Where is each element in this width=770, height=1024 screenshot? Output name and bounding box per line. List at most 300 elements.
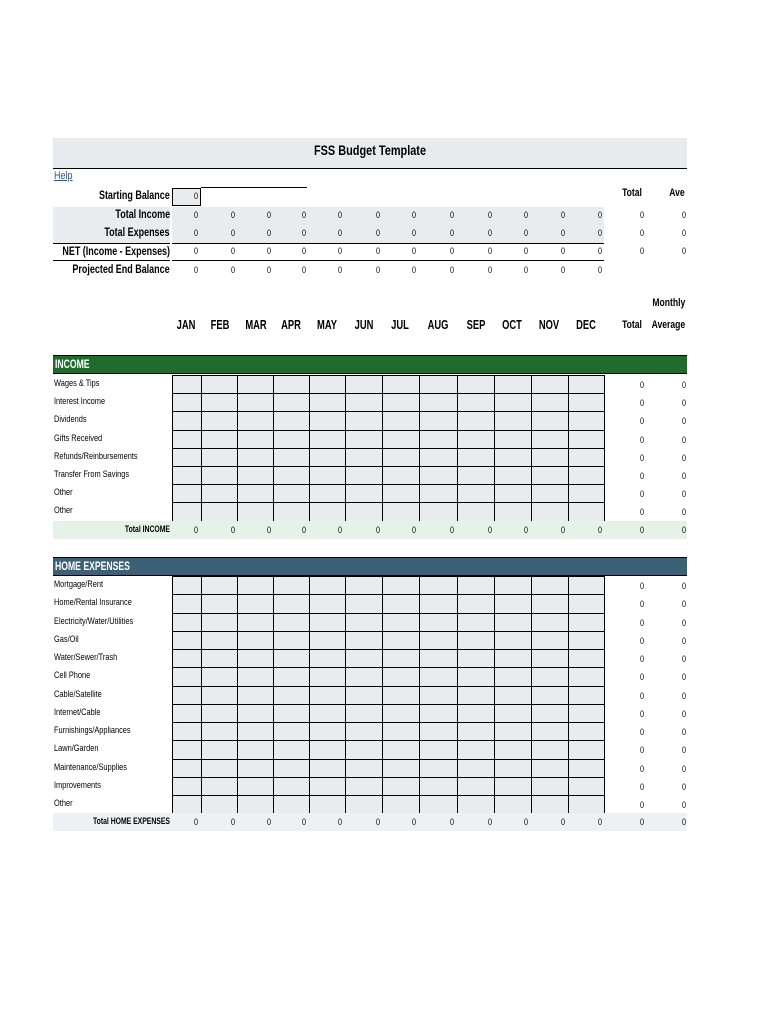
month-input-cell[interactable] bbox=[494, 613, 532, 632]
section-total-month-value: 0 bbox=[449, 817, 454, 828]
month-input-cell[interactable] bbox=[273, 430, 310, 449]
month-input-cell[interactable] bbox=[273, 722, 310, 741]
month-input-cell[interactable] bbox=[568, 613, 605, 632]
month-input-cell[interactable] bbox=[273, 594, 310, 613]
month-input-cell[interactable] bbox=[237, 649, 274, 668]
month-input-cell[interactable] bbox=[309, 393, 346, 412]
net-row-border-top bbox=[172, 243, 604, 244]
month-input-cell[interactable] bbox=[494, 722, 532, 741]
month-input-cell[interactable] bbox=[345, 740, 383, 759]
month-input-cell[interactable] bbox=[237, 576, 274, 595]
month-input-cell[interactable] bbox=[419, 448, 458, 467]
month-input-cell[interactable] bbox=[457, 740, 495, 759]
summary-month-value: 0 bbox=[487, 210, 492, 220]
month-input-cell[interactable] bbox=[345, 667, 383, 686]
month-input-cell[interactable] bbox=[273, 448, 310, 467]
month-input-cell[interactable] bbox=[457, 777, 495, 796]
row-total-value: 0 bbox=[639, 745, 644, 756]
month-input-cell[interactable] bbox=[273, 649, 310, 668]
month-input-cell[interactable] bbox=[382, 466, 420, 485]
month-input-cell[interactable] bbox=[345, 484, 383, 503]
month-input-cell[interactable] bbox=[172, 448, 202, 467]
month-input-cell[interactable] bbox=[419, 375, 458, 394]
month-input-cell[interactable] bbox=[172, 613, 202, 632]
month-input-cell[interactable] bbox=[457, 722, 495, 741]
month-input-cell[interactable] bbox=[201, 722, 238, 741]
month-input-cell[interactable] bbox=[345, 448, 383, 467]
month-input-cell[interactable] bbox=[494, 777, 532, 796]
month-input-cell[interactable] bbox=[201, 430, 238, 449]
month-input-cell[interactable] bbox=[172, 686, 202, 705]
month-input-cell[interactable] bbox=[382, 594, 420, 613]
month-input-cell[interactable] bbox=[531, 411, 569, 430]
month-input-cell[interactable] bbox=[382, 448, 420, 467]
month-input-cell[interactable] bbox=[494, 667, 532, 686]
summary-month-value: 0 bbox=[411, 265, 416, 275]
month-input-cell[interactable] bbox=[237, 430, 274, 449]
section-total-month-value: 0 bbox=[301, 524, 306, 535]
section-total-month-value: 0 bbox=[301, 817, 306, 828]
month-input-cell[interactable] bbox=[237, 777, 274, 796]
month-input-cell[interactable] bbox=[237, 631, 274, 650]
month-input-cell[interactable] bbox=[201, 594, 238, 613]
month-input-cell[interactable] bbox=[568, 594, 605, 613]
month-input-cell[interactable] bbox=[457, 448, 495, 467]
month-input-cell[interactable] bbox=[172, 411, 202, 430]
month-input-cell[interactable] bbox=[237, 375, 274, 394]
month-input-cell[interactable] bbox=[568, 576, 605, 595]
month-input-cell[interactable] bbox=[172, 502, 202, 521]
month-input-cell[interactable] bbox=[494, 759, 532, 778]
month-input-cell[interactable] bbox=[382, 613, 420, 632]
row-average-value: 0 bbox=[681, 380, 686, 390]
month-input-cell[interactable] bbox=[457, 393, 495, 412]
month-input-cell[interactable] bbox=[237, 411, 274, 430]
month-input-cell[interactable] bbox=[309, 740, 346, 759]
month-input-cell[interactable] bbox=[172, 667, 202, 686]
month-input-cell[interactable] bbox=[237, 466, 274, 485]
month-input-cell[interactable] bbox=[494, 740, 532, 759]
month-input-cell[interactable] bbox=[309, 795, 346, 814]
monthly-average-header-line2: Average bbox=[651, 319, 686, 331]
month-input-cell[interactable] bbox=[309, 576, 346, 595]
starting-balance-value: 0 bbox=[193, 191, 198, 201]
month-input-cell[interactable] bbox=[201, 613, 238, 632]
month-input-cell[interactable] bbox=[345, 631, 383, 650]
summary-month-value: 0 bbox=[449, 210, 454, 220]
month-input-cell[interactable] bbox=[457, 667, 495, 686]
month-input-cell[interactable] bbox=[237, 722, 274, 741]
month-input-cell[interactable] bbox=[237, 795, 274, 814]
section-total-month-value: 0 bbox=[411, 524, 416, 535]
month-input-cell[interactable] bbox=[494, 375, 532, 394]
month-input-cell[interactable] bbox=[568, 411, 605, 430]
month-input-cell[interactable] bbox=[419, 649, 458, 668]
month-input-cell[interactable] bbox=[382, 649, 420, 668]
month-input-cell[interactable] bbox=[531, 502, 569, 521]
month-input-cell[interactable] bbox=[382, 777, 420, 796]
month-input-cell[interactable] bbox=[201, 649, 238, 668]
month-input-cell[interactable] bbox=[419, 393, 458, 412]
month-input-cell[interactable] bbox=[172, 484, 202, 503]
month-input-cell[interactable] bbox=[494, 411, 532, 430]
month-input-cell[interactable] bbox=[419, 466, 458, 485]
month-input-cell[interactable] bbox=[172, 393, 202, 412]
month-input-cell[interactable] bbox=[345, 795, 383, 814]
month-input-cell[interactable] bbox=[419, 777, 458, 796]
month-input-cell[interactable] bbox=[345, 502, 383, 521]
month-input-cell[interactable] bbox=[345, 759, 383, 778]
month-input-cell[interactable] bbox=[309, 430, 346, 449]
month-input-cell[interactable] bbox=[568, 466, 605, 485]
month-input-cell[interactable] bbox=[237, 667, 274, 686]
month-input-cell[interactable] bbox=[172, 631, 202, 650]
month-input-cell[interactable] bbox=[201, 448, 238, 467]
month-input-cell[interactable] bbox=[345, 466, 383, 485]
month-input-cell[interactable] bbox=[531, 594, 569, 613]
month-input-cell[interactable] bbox=[201, 631, 238, 650]
summary-month-value: 0 bbox=[266, 265, 271, 275]
month-input-cell[interactable] bbox=[237, 594, 274, 613]
month-input-cell[interactable] bbox=[273, 411, 310, 430]
summary-ave-value: 0 bbox=[681, 228, 686, 238]
month-input-cell[interactable] bbox=[309, 667, 346, 686]
month-input-cell[interactable] bbox=[382, 430, 420, 449]
month-input-cell[interactable] bbox=[201, 667, 238, 686]
month-input-cell[interactable] bbox=[309, 759, 346, 778]
month-input-cell[interactable] bbox=[382, 795, 420, 814]
summary-ave-header: Ave bbox=[669, 187, 685, 199]
month-input-cell[interactable] bbox=[237, 613, 274, 632]
month-input-cell[interactable] bbox=[457, 631, 495, 650]
month-input-cell[interactable] bbox=[201, 740, 238, 759]
month-input-cell[interactable] bbox=[457, 649, 495, 668]
help-link[interactable]: Help bbox=[54, 170, 73, 182]
month-input-cell[interactable] bbox=[457, 704, 495, 723]
month-input-cell[interactable] bbox=[273, 613, 310, 632]
month-input-cell[interactable] bbox=[419, 795, 458, 814]
month-input-cell[interactable] bbox=[568, 777, 605, 796]
month-input-cell[interactable] bbox=[172, 740, 202, 759]
month-input-cell[interactable] bbox=[172, 375, 202, 394]
month-input-cell[interactable] bbox=[531, 613, 569, 632]
month-header-jan: JAN bbox=[176, 317, 196, 332]
month-input-cell[interactable] bbox=[172, 649, 202, 668]
month-input-cell[interactable] bbox=[273, 576, 310, 595]
month-input-cell[interactable] bbox=[201, 466, 238, 485]
month-input-cell[interactable] bbox=[237, 484, 274, 503]
month-input-cell[interactable] bbox=[172, 722, 202, 741]
month-input-cell[interactable] bbox=[172, 795, 202, 814]
month-input-cell[interactable] bbox=[273, 704, 310, 723]
month-input-cell[interactable] bbox=[382, 740, 420, 759]
month-input-cell[interactable] bbox=[382, 576, 420, 595]
month-input-cell[interactable] bbox=[494, 502, 532, 521]
month-input-cell[interactable] bbox=[382, 375, 420, 394]
row-label: Water/Sewer/Trash bbox=[54, 652, 118, 663]
month-input-cell[interactable] bbox=[457, 759, 495, 778]
month-input-cell[interactable] bbox=[273, 484, 310, 503]
month-input-cell[interactable] bbox=[531, 704, 569, 723]
month-input-cell[interactable] bbox=[568, 722, 605, 741]
summary-month-value: 0 bbox=[449, 265, 454, 275]
month-input-cell[interactable] bbox=[494, 576, 532, 595]
month-input-cell[interactable] bbox=[237, 704, 274, 723]
month-input-cell[interactable] bbox=[382, 484, 420, 503]
month-input-cell[interactable] bbox=[309, 777, 346, 796]
month-input-cell[interactable] bbox=[309, 484, 346, 503]
month-input-cell[interactable] bbox=[201, 576, 238, 595]
section-total-month-value: 0 bbox=[523, 524, 528, 535]
summary-month-value: 0 bbox=[375, 210, 380, 220]
month-input-cell[interactable] bbox=[309, 375, 346, 394]
row-average-value: 0 bbox=[681, 617, 686, 628]
row-total-value: 0 bbox=[639, 654, 644, 664]
month-input-cell[interactable] bbox=[531, 466, 569, 485]
month-input-cell[interactable] bbox=[419, 502, 458, 521]
month-input-cell[interactable] bbox=[419, 631, 458, 650]
month-input-cell[interactable] bbox=[382, 722, 420, 741]
row-average-value: 0 bbox=[681, 507, 686, 518]
month-input-cell[interactable] bbox=[457, 795, 495, 814]
month-input-cell[interactable] bbox=[419, 722, 458, 741]
month-input-cell[interactable] bbox=[531, 686, 569, 705]
month-input-cell[interactable] bbox=[531, 448, 569, 467]
month-input-cell[interactable] bbox=[345, 393, 383, 412]
month-input-cell[interactable] bbox=[457, 411, 495, 430]
month-input-cell[interactable] bbox=[419, 576, 458, 595]
month-input-cell[interactable] bbox=[273, 393, 310, 412]
month-input-cell[interactable] bbox=[457, 686, 495, 705]
month-input-cell[interactable] bbox=[531, 393, 569, 412]
month-input-cell[interactable] bbox=[531, 667, 569, 686]
month-input-cell[interactable] bbox=[237, 759, 274, 778]
month-input-cell[interactable] bbox=[309, 411, 346, 430]
month-input-cell[interactable] bbox=[457, 576, 495, 595]
month-input-cell[interactable] bbox=[345, 375, 383, 394]
month-input-cell[interactable] bbox=[273, 759, 310, 778]
month-header-jul: JUL bbox=[391, 317, 409, 332]
month-input-cell[interactable] bbox=[345, 704, 383, 723]
month-input-cell[interactable] bbox=[273, 466, 310, 485]
row-average-value: 0 bbox=[681, 452, 686, 463]
month-input-cell[interactable] bbox=[419, 740, 458, 759]
month-input-cell[interactable] bbox=[273, 777, 310, 796]
month-input-cell[interactable] bbox=[568, 795, 605, 814]
month-input-cell[interactable] bbox=[237, 686, 274, 705]
month-input-cell[interactable] bbox=[201, 704, 238, 723]
month-input-cell[interactable] bbox=[568, 393, 605, 412]
month-input-cell[interactable] bbox=[273, 795, 310, 814]
row-label: Internet/Cable bbox=[54, 706, 101, 718]
month-input-cell[interactable] bbox=[494, 631, 532, 650]
month-input-cell[interactable] bbox=[457, 484, 495, 503]
month-input-cell[interactable] bbox=[457, 594, 495, 613]
row-average-value: 0 bbox=[681, 599, 686, 610]
month-input-cell[interactable] bbox=[419, 430, 458, 449]
row-average-value: 0 bbox=[681, 763, 686, 774]
month-input-cell[interactable] bbox=[494, 393, 532, 412]
month-input-cell[interactable] bbox=[457, 430, 495, 449]
summary-month-value: 0 bbox=[411, 210, 416, 220]
month-input-cell[interactable] bbox=[568, 484, 605, 503]
month-input-cell[interactable] bbox=[494, 704, 532, 723]
month-input-cell[interactable] bbox=[273, 667, 310, 686]
month-input-cell[interactable] bbox=[201, 686, 238, 705]
month-input-cell[interactable] bbox=[345, 649, 383, 668]
month-input-cell[interactable] bbox=[494, 466, 532, 485]
section-total-month-value: 0 bbox=[230, 817, 235, 828]
month-input-cell[interactable] bbox=[237, 448, 274, 467]
month-input-cell[interactable] bbox=[273, 686, 310, 705]
month-input-cell[interactable] bbox=[457, 613, 495, 632]
month-input-cell[interactable] bbox=[382, 667, 420, 686]
month-input-cell[interactable] bbox=[172, 430, 202, 449]
month-input-cell[interactable] bbox=[494, 686, 532, 705]
summary-month-value: 0 bbox=[560, 210, 565, 220]
month-input-cell[interactable] bbox=[172, 704, 202, 723]
month-input-cell[interactable] bbox=[309, 649, 346, 668]
month-input-cell[interactable] bbox=[309, 686, 346, 705]
section-total-month-value: 0 bbox=[193, 524, 198, 535]
month-input-cell[interactable] bbox=[568, 502, 605, 521]
month-input-cell[interactable] bbox=[568, 740, 605, 759]
month-header-feb: FEB bbox=[210, 317, 230, 332]
month-input-cell[interactable] bbox=[309, 594, 346, 613]
month-input-cell[interactable] bbox=[201, 502, 238, 521]
month-input-cell[interactable] bbox=[309, 448, 346, 467]
month-input-cell[interactable] bbox=[237, 393, 274, 412]
month-input-cell[interactable] bbox=[201, 411, 238, 430]
month-input-cell[interactable] bbox=[201, 795, 238, 814]
month-input-cell[interactable] bbox=[419, 411, 458, 430]
month-input-cell[interactable] bbox=[309, 631, 346, 650]
month-input-cell[interactable] bbox=[201, 777, 238, 796]
month-input-cell[interactable] bbox=[531, 576, 569, 595]
month-input-cell[interactable] bbox=[568, 759, 605, 778]
month-input-cell[interactable] bbox=[309, 722, 346, 741]
month-input-cell[interactable] bbox=[172, 777, 202, 796]
month-header-apr: APR bbox=[281, 317, 301, 332]
row-average-value: 0 bbox=[681, 581, 686, 591]
month-input-cell[interactable] bbox=[382, 631, 420, 650]
month-input-cell[interactable] bbox=[531, 759, 569, 778]
month-input-cell[interactable] bbox=[382, 411, 420, 430]
row-label: Interest Income bbox=[54, 396, 106, 408]
month-input-cell[interactable] bbox=[237, 740, 274, 759]
month-input-cell[interactable] bbox=[345, 430, 383, 449]
month-input-cell[interactable] bbox=[345, 576, 383, 595]
month-input-cell[interactable] bbox=[419, 484, 458, 503]
summary-month-value: 0 bbox=[337, 228, 342, 238]
row-total-value: 0 bbox=[639, 800, 644, 810]
month-input-cell[interactable] bbox=[172, 576, 202, 595]
summary-month-value: 0 bbox=[523, 210, 528, 220]
row-average-value: 0 bbox=[681, 745, 686, 756]
row-total-value: 0 bbox=[639, 507, 644, 518]
month-input-cell[interactable] bbox=[419, 686, 458, 705]
month-input-cell[interactable] bbox=[419, 759, 458, 778]
summary-month-value: 0 bbox=[597, 246, 602, 256]
month-input-cell[interactable] bbox=[345, 777, 383, 796]
summary-label: Projected End Balance bbox=[72, 264, 170, 276]
month-input-cell[interactable] bbox=[201, 375, 238, 394]
month-input-cell[interactable] bbox=[382, 759, 420, 778]
row-label: Improvements bbox=[54, 779, 101, 791]
month-input-cell[interactable] bbox=[273, 740, 310, 759]
month-input-cell[interactable] bbox=[568, 430, 605, 449]
month-input-cell[interactable] bbox=[309, 613, 346, 632]
month-input-cell[interactable] bbox=[419, 704, 458, 723]
month-input-cell[interactable] bbox=[201, 484, 238, 503]
month-input-cell[interactable] bbox=[345, 613, 383, 632]
month-input-cell[interactable] bbox=[531, 631, 569, 650]
month-input-cell[interactable] bbox=[457, 502, 495, 521]
section-total-month-value: 0 bbox=[597, 524, 602, 535]
month-input-cell[interactable] bbox=[568, 686, 605, 705]
month-input-cell[interactable] bbox=[382, 704, 420, 723]
row-average-value: 0 bbox=[681, 672, 686, 683]
month-input-cell[interactable] bbox=[568, 667, 605, 686]
month-input-cell[interactable] bbox=[494, 484, 532, 503]
month-input-cell[interactable] bbox=[345, 686, 383, 705]
month-header-nov: NOV bbox=[538, 317, 560, 332]
month-input-cell[interactable] bbox=[457, 466, 495, 485]
month-input-cell[interactable] bbox=[309, 466, 346, 485]
month-input-cell[interactable] bbox=[531, 649, 569, 668]
month-input-cell[interactable] bbox=[273, 631, 310, 650]
month-input-cell[interactable] bbox=[568, 448, 605, 467]
month-input-cell[interactable] bbox=[568, 704, 605, 723]
month-input-cell[interactable] bbox=[237, 502, 274, 521]
month-input-cell[interactable] bbox=[531, 722, 569, 741]
month-input-cell[interactable] bbox=[531, 795, 569, 814]
month-input-cell[interactable] bbox=[568, 649, 605, 668]
month-input-cell[interactable] bbox=[345, 411, 383, 430]
month-input-cell[interactable] bbox=[494, 448, 532, 467]
month-input-cell[interactable] bbox=[273, 375, 310, 394]
month-input-cell[interactable] bbox=[382, 686, 420, 705]
month-input-cell[interactable] bbox=[419, 613, 458, 632]
month-input-cell[interactable] bbox=[494, 649, 532, 668]
month-input-cell[interactable] bbox=[382, 393, 420, 412]
month-input-cell[interactable] bbox=[419, 594, 458, 613]
month-input-cell[interactable] bbox=[494, 430, 532, 449]
month-input-cell[interactable] bbox=[345, 594, 383, 613]
month-input-cell[interactable] bbox=[419, 667, 458, 686]
month-input-cell[interactable] bbox=[345, 722, 383, 741]
month-input-cell[interactable] bbox=[309, 704, 346, 723]
month-input-cell[interactable] bbox=[382, 502, 420, 521]
month-input-cell[interactable] bbox=[172, 594, 202, 613]
month-input-cell[interactable] bbox=[309, 502, 346, 521]
month-input-cell[interactable] bbox=[494, 594, 532, 613]
month-input-cell[interactable] bbox=[494, 795, 532, 814]
month-input-cell[interactable] bbox=[531, 484, 569, 503]
month-input-cell[interactable] bbox=[273, 502, 310, 521]
month-input-cell[interactable] bbox=[531, 430, 569, 449]
month-input-cell[interactable] bbox=[201, 393, 238, 412]
month-input-cell[interactable] bbox=[457, 375, 495, 394]
month-input-cell[interactable] bbox=[531, 375, 569, 394]
month-input-cell[interactable] bbox=[568, 375, 605, 394]
month-input-cell[interactable] bbox=[172, 466, 202, 485]
month-input-cell[interactable] bbox=[172, 759, 202, 778]
month-input-cell[interactable] bbox=[531, 740, 569, 759]
month-input-cell[interactable] bbox=[201, 759, 238, 778]
month-input-cell[interactable] bbox=[568, 631, 605, 650]
month-input-cell[interactable] bbox=[531, 777, 569, 796]
